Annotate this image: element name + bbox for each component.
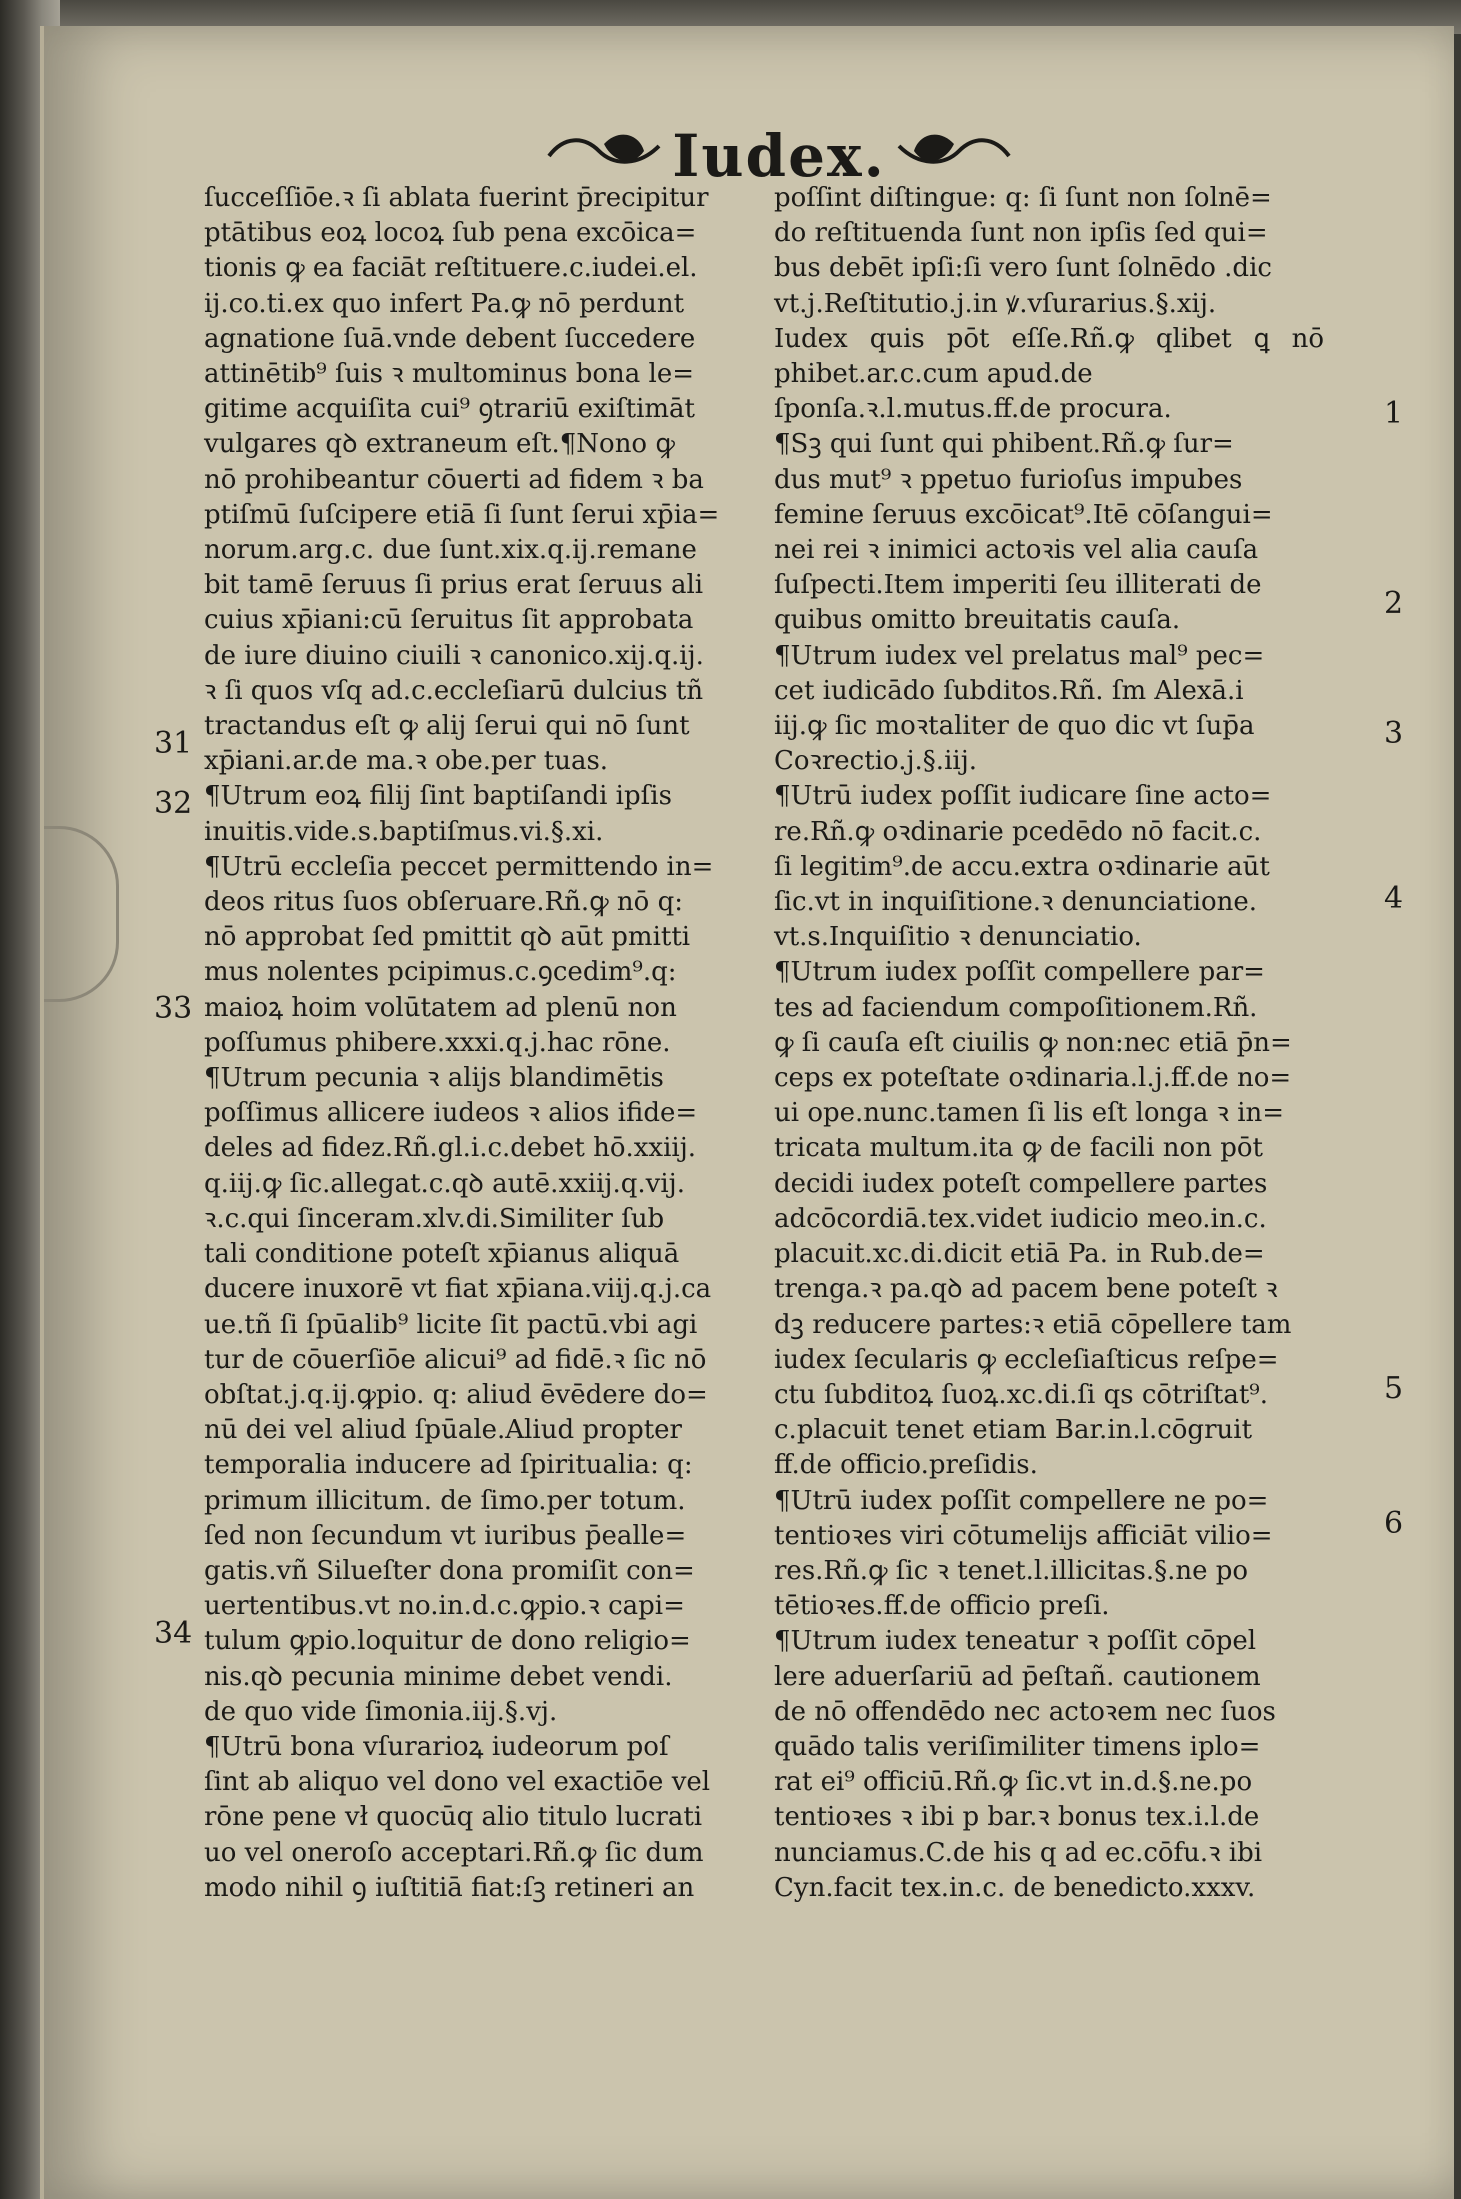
fleuron-icon xyxy=(894,126,1014,176)
text-line: mus nolentes pcipimus.c.ꝯcedim⁹.q: xyxy=(204,957,677,988)
text-line: ¶Utrū eccleſia peccet permittendo in= xyxy=(204,851,714,882)
text-line: ¶Utrum iudex vel prelatus mal⁹ pec= xyxy=(774,640,1265,671)
text-line: ui ope.nunc.tamen ſi lis eſt longa ꝛ in= xyxy=(774,1098,1285,1129)
text-line: tali conditione poteſt xp̄ianus aliquā xyxy=(204,1239,680,1270)
text-line: de nō offendēdo nec actoꝛem nec ſuos xyxy=(774,1696,1276,1727)
text-line: ¶Utrum iudex teneatur ꝛ poſſit cōpel xyxy=(774,1626,1257,1657)
text-line: gatis.vñ Silueſter dona promiſit con= xyxy=(204,1555,695,1586)
text-line: uertentibus.vt no.in.d.c.ꝙpio.ꝛ capi= xyxy=(204,1591,685,1622)
text-line: obſtat.j.q.ij.ꝙpio. q: aliud ēvēdere do= xyxy=(204,1379,708,1410)
text-line: agnatione ſuā.vnde debent ſuccedere xyxy=(204,323,696,354)
text-line: iudex ſecularis ꝙ eccleſiaſticus reſpe= xyxy=(774,1344,1279,1375)
text-line: ¶Utrū bona vſurarioꝝ iudeorum poſ xyxy=(204,1731,669,1762)
text-line: ſic.vt in inquiſitione.ꝛ denunciatione. xyxy=(774,887,1258,918)
text-line: norum.arg.c. due ſunt.xix.q.ij.remane xyxy=(204,535,697,566)
text-line: cet iudicādo ſubditos.Rñ. ſm Alexā.i xyxy=(774,675,1244,706)
text-line: tes ad faciendum compoſitionem.Rñ. xyxy=(774,992,1258,1023)
text-line: ꝛ ſi quos vſq ad.c.eccleſiarū dulcius tñ xyxy=(204,675,704,706)
text-line: xp̄iani.ar.de ma.ꝛ obe.per tuas. xyxy=(204,746,609,777)
text-line: vt.j.Reſtitutio.j.in ꝟ.vſurarius.§.xij. xyxy=(774,288,1217,319)
text-line: vt.s.Inquiſitio ꝛ denunciatio. xyxy=(774,922,1142,953)
text-line: femine ſeruus excōicat⁹.Itē cōſangui= xyxy=(774,499,1273,530)
text-line: deos ritus ſuos obſeruare.Rñ.ꝙ nō q: xyxy=(204,887,683,918)
text-line: ſi legitim⁹.de accu.extra oꝛdinarie aūt xyxy=(774,851,1270,882)
text-line: rat ei⁹ officiū.Rñ.ꝙ ſic.vt in.d.§.ne.po xyxy=(774,1767,1253,1798)
text-line: adcōcordiā.tex.videt iudicio meo.in.c. xyxy=(774,1203,1267,1234)
left-margin-number: 32 xyxy=(154,786,193,821)
right-margin-number: 6 xyxy=(1384,1506,1404,1541)
text-line: ſuſpecti.Item imperiti ſeu illiterati de xyxy=(774,570,1262,601)
text-line: de iure diuino ciuili ꝛ canonico.xij.q.ij. xyxy=(204,640,704,671)
text-line: iij.ꝙ ſic moꝛtaliter de quo dic vt ſup̄a xyxy=(774,711,1255,742)
text-line: lere aduerſariū ad p̄eſtañ. cautionem xyxy=(774,1661,1261,1692)
text-line: nis.qꝺ pecunia minime debet vendi. xyxy=(204,1661,673,1692)
text-line: ¶Utrū iudex poſſit compellere ne po= xyxy=(774,1485,1269,1516)
page-title: Iudex. xyxy=(672,122,886,190)
text-line: de quo vide ſimonia.iij.§.vj. xyxy=(204,1696,558,1727)
text-line: primum illicitum. de ſimo.per totum. xyxy=(204,1485,686,1516)
text-line: nū dei vel aliud ſpūale.Aliud propter xyxy=(204,1415,682,1446)
text-line: tionis ꝙ ea faciāt reſtituere.c.iudei.el. xyxy=(204,253,698,284)
text-line: ducere inuxorē vt fiat xp̄iana.viij.q.j.ca xyxy=(204,1274,712,1305)
left-margin-number: 31 xyxy=(154,726,193,761)
left-column-text xyxy=(204,181,754,1906)
text-line: Iudex quis pōt eſſe.Rñ.ꝙ qlibet ꝗ nō phibet.ar.c.cum apud.de xyxy=(774,323,1324,390)
right-margin-number: 1 xyxy=(1384,396,1404,431)
text-line: attinētib⁹ ſuis ꝛ multominus bona le= xyxy=(204,359,694,390)
text-line: ſucceſſiōe.ꝛ ſi ablata fuerint p̄recipitur xyxy=(204,183,709,213)
text-line: poſſint diſtingue: q: ſi ſunt non ſolnē= xyxy=(774,183,1272,213)
text-line: dꝫ reducere partes:ꝛ etiā cōpellere tam xyxy=(774,1309,1292,1340)
right-margin-number: 3 xyxy=(1384,716,1404,751)
page-clip xyxy=(44,826,119,1002)
text-line: tētioꝛes.ff.de officio preſi. xyxy=(774,1591,1110,1622)
text-line: nei rei ꝛ inimici actoꝛis vel alia cauſa xyxy=(774,535,1259,566)
text-line: tulum ꝙpio.loquitur de dono religio= xyxy=(204,1626,691,1657)
text-line: ſponſa.ꝛ.l.mutus.ff.de procura. xyxy=(774,394,1172,425)
text-line: q.iij.ꝙ ſic.allegat.c.qꝺ autē.xxiij.q.vij. xyxy=(204,1168,685,1199)
text-line: ¶Utrum iudex poſſit compellere par= xyxy=(774,957,1265,988)
text-line: vulgares qꝺ extraneum eſt.¶Nono ꝙ xyxy=(204,429,675,460)
text-line: ff.de officio.preſidis. xyxy=(774,1450,1038,1481)
left-margin-number: 34 xyxy=(154,1616,193,1651)
text-line: modo nihil ꝯ iuſtitiā fiat:ſꝫ retineri an xyxy=(204,1872,695,1903)
right-column-text xyxy=(774,181,1324,1906)
text-line: nunciamus.C.de his q ad ec.cōfu.ꝛ ibi xyxy=(774,1837,1263,1868)
text-line: ptiſmū ſuſcipere etiā ſi ſunt ſerui xp̄ia= xyxy=(204,499,720,530)
text-line: ceps ex poteſtate oꝛdinaria.l.j.ff.de no= xyxy=(774,1063,1292,1094)
text-line: ¶Utrum eoꝝ filij ſint baptiſandi ipſis xyxy=(204,781,672,812)
text-line: Cyn.facit tex.in.c. de benedicto.xxxv. xyxy=(774,1872,1256,1903)
text-line: ¶Utrū iudex poſſit iudicare ſine acto= xyxy=(774,781,1272,812)
right-margin-number: 5 xyxy=(1384,1371,1404,1406)
text-line: inuitis.vide.s.baptiſmus.vi.§.xi. xyxy=(204,816,604,847)
text-line: ¶Sꝫ qui ſunt qui phibent.Rñ.ꝙ ſur= xyxy=(774,429,1234,460)
text-line: quādo talis veriſimiliter timens iplo= xyxy=(774,1731,1261,1762)
text-line: ctu ſubditoꝝ ſuoꝝ.xc.di.ſi qs cōtriſtat⁹. xyxy=(774,1379,1268,1410)
text-line: ue.tñ ſi ſpūalib⁹ licite ſit pactū.vbi agi xyxy=(204,1309,698,1340)
text-line: tentioꝛes ꝛ ibi p bar.ꝛ bonus tex.i.l.de xyxy=(774,1802,1260,1833)
text-line: ꝙ ſi cauſa eſt ciuilis ꝙ non:nec etiā p̄n= xyxy=(774,1027,1292,1058)
text-line: res.Rñ.ꝙ ſic ꝛ tenet.l.illicitas.§.ne po xyxy=(774,1555,1249,1586)
text-line: do reſtituenda ſunt non ipſis ſed qui= xyxy=(774,218,1268,249)
text-line: placuit.xc.di.dicit etiā Pa. in Rub.de= xyxy=(774,1239,1265,1270)
text-line: bit tamē ſeruus ſi prius erat ſeruus ali xyxy=(204,570,704,601)
text-line: dus mut⁹ ꝛ ppetuo furioſus impubes xyxy=(774,464,1243,495)
book-page xyxy=(40,26,1454,2199)
text-line: tricata multum.ita ꝙ de facili non pōt xyxy=(774,1133,1263,1164)
text-line: maioꝝ hoim volūtatem ad plenū non xyxy=(204,992,677,1023)
text-line: nō approbat ſed pmittit qꝺ aūt pmitti xyxy=(204,922,691,953)
text-line: cuius xp̄iani:cū ſeruitus ſit approbata xyxy=(204,605,694,636)
text-line: re.Rñ.ꝙ oꝛdinarie pcedēdo nō facit.c. xyxy=(774,816,1262,847)
text-line: ptātibus eoꝝ locoꝝ ſub pena excōica= xyxy=(204,218,697,249)
text-line: ¶Utrum pecunia ꝛ alijs blandimētis xyxy=(204,1063,664,1094)
text-line: tentioꝛes viri cōtumelijs afficiāt vilio= xyxy=(774,1520,1273,1551)
text-line: gitime acquiſita cui⁹ ꝯtrariū exiſtimāt xyxy=(204,394,696,425)
right-margin-number: 2 xyxy=(1384,586,1404,621)
left-margin-number: 33 xyxy=(154,991,193,1026)
text-line: poſſumus phibere.xxxi.q.j.hac rōne. xyxy=(204,1027,671,1058)
text-line: trenga.ꝛ pa.qꝺ ad pacem bene poteſt ꝛ xyxy=(774,1274,1278,1305)
text-line: decidi iudex poteſt compellere partes xyxy=(774,1168,1268,1199)
text-line: deles ad fidez.Rñ.gl.i.c.debet hō.xxiij. xyxy=(204,1133,697,1164)
text-line: tur de cōuerſiōe alicui⁹ ad fidē.ꝛ ſic nō xyxy=(204,1344,707,1375)
text-line: nō prohibeantur cōuerti ad fidem ꝛ ba xyxy=(204,464,704,495)
text-line: ſed non ſecundum vt iuribus p̄ealle= xyxy=(204,1520,687,1551)
text-line: c.placuit tenet etiam Bar.in.l.cōgruit xyxy=(774,1415,1253,1446)
text-line: uo vel oneroſo acceptari.Rñ.ꝙ ſic dum xyxy=(204,1837,704,1868)
right-margin-number: 4 xyxy=(1384,881,1404,916)
text-line: ij.co.ti.ex quo infert Pa.ꝙ nō perdunt xyxy=(204,288,685,319)
text-line: Coꝛrectio.j.§.iij. xyxy=(774,746,978,777)
text-line: rōne pene vł quocūq alio titulo lucrati xyxy=(204,1802,703,1833)
text-line: poſſimus allicere iudeos ꝛ alios ifide= xyxy=(204,1098,698,1129)
text-line: quibus omitto breuitatis cauſa. xyxy=(774,605,1181,636)
text-line: temporalia inducere ad ſpiritualia: q: xyxy=(204,1450,693,1481)
text-line: tractandus eſt ꝙ alij ſerui qui nō ſunt xyxy=(204,711,690,742)
text-line: ſint ab aliquo vel dono vel exactiōe vel xyxy=(204,1767,711,1798)
text-line: bus debēt ipſi:ſi vero ſunt ſolnēdo .dic xyxy=(774,253,1272,284)
text-line: ꝛ.c.qui ſinceram.xlv.di.Similiter ſub xyxy=(204,1203,665,1234)
